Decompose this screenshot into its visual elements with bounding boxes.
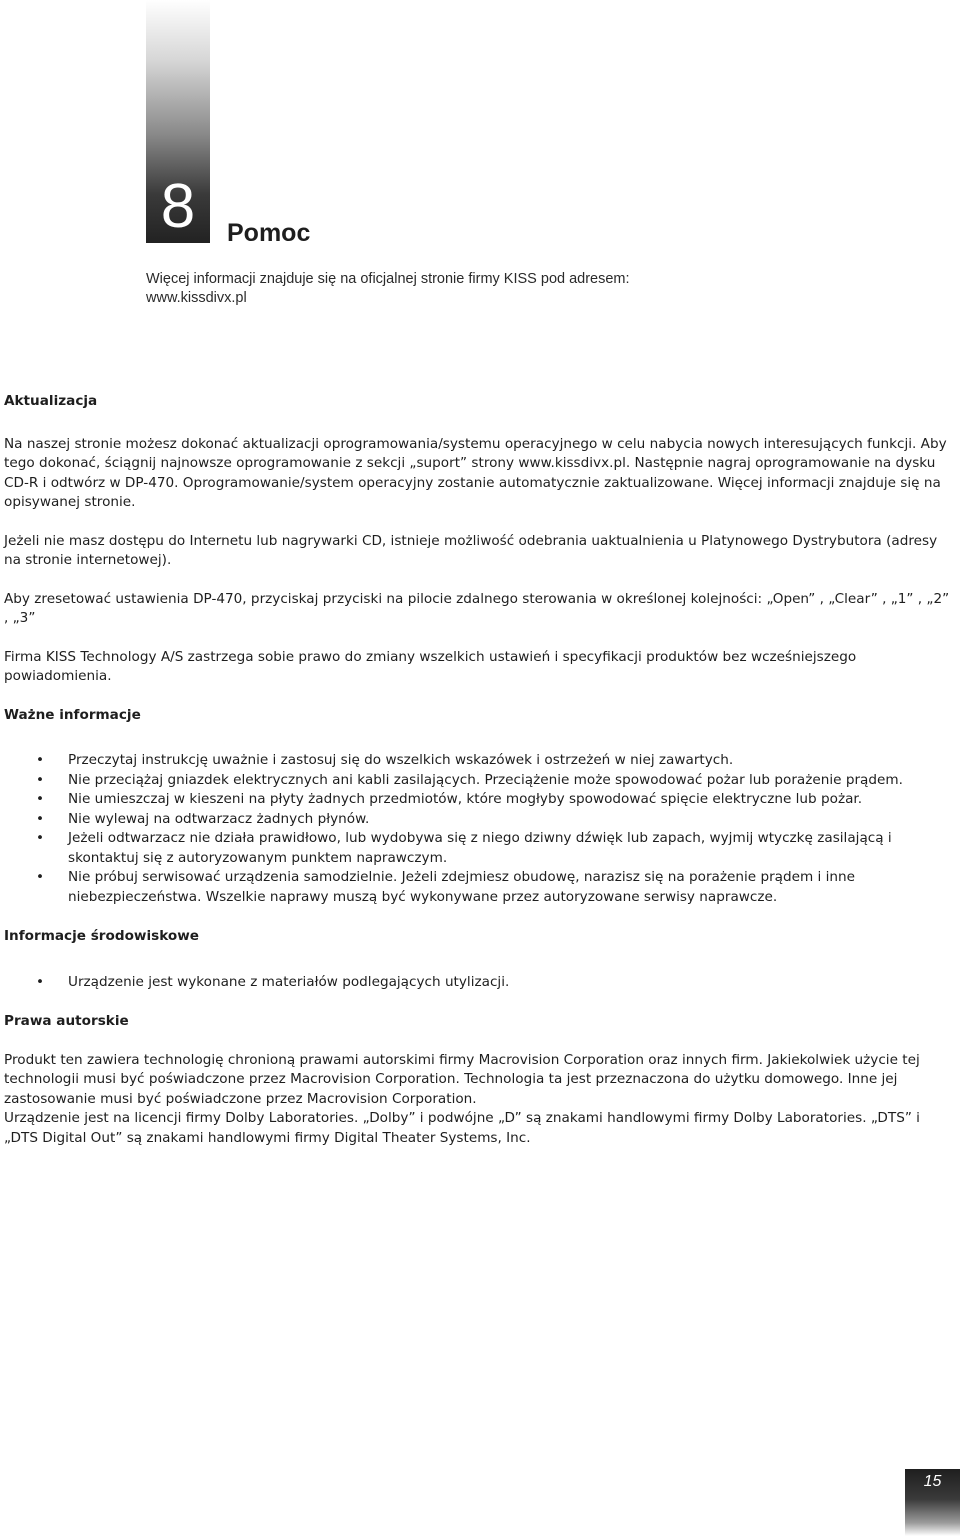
paragraph: Aby zresetować ustawienia DP-470, przyciskaj przyciski na pilocie zdalnego sterowania w określonej kolejności: „Open” , „Clear” , „1” , „2” , „3” xyxy=(4,590,950,626)
environment-info-list xyxy=(4,973,956,993)
section-heading-prawa: Prawa autorskie xyxy=(4,1013,129,1029)
paragraph: Firma KISS Technology A/S zastrzega sobie prawo do zmiany wszelkich ustawień i specyfikacji produktów bez wcześniejszego powiadomienia. xyxy=(4,648,857,684)
list-item-text: Przeczytaj instrukcję uważnie i zastosuj się do wszelkich wskazówek i ostrzeżeń w niej zawartych. xyxy=(68,752,734,768)
list-item xyxy=(4,829,956,868)
section-heading-wazne: Ważne informacje xyxy=(4,706,141,723)
bullet-icon: • xyxy=(36,771,45,788)
list-item-text: Nie próbuj serwisować urządzenia samodzielnie. Jeżeli zdejmiesz obudowę, narazisz się na porażenie prądem i inne niebezpieczeństwa. Wszelkie naprawy muszą być wykonywane przez autoryzowane serwisy naprawcze. xyxy=(68,869,856,905)
list-item xyxy=(4,973,956,993)
bullet-icon: • xyxy=(36,973,45,990)
list-item-text: Urządzenie jest wykonane z materiałów podlegających utylizacji. xyxy=(68,973,510,990)
bullet-icon: • xyxy=(36,791,45,807)
section-heading-srodowisko: Informacje środowiskowe xyxy=(4,928,200,944)
list-item xyxy=(4,790,956,810)
list-item xyxy=(4,810,956,830)
bullet-icon: • xyxy=(36,830,45,846)
paragraph: Jeżeli nie masz dostępu do Internetu lub nagrywarki CD, istnieje możliwość odebrania uaktualnienia u Platynowego Dystrybutora (adresy na stronie internetowej). xyxy=(4,532,938,568)
paragraph: Produkt ten zawiera technologię chronioną prawami autorskimi firmy Macrovision Corporation oraz innych firm. Jakiekolwiek użycie tej technologii musi być poświadczone przez Macrovision Corporation. Technologia ta jest przeznaczona do użytku domowego. Inne jej zastosowanie musi być poświadczone przez Macrovision Corporation. xyxy=(4,1051,920,1107)
important-info-list xyxy=(4,751,956,907)
list-item-text: Nie przeciążaj gniazdek elektrycznych ani kabli zasilających. Przeciążenie może spowodować pożar lub porażenie prądem. xyxy=(68,771,903,788)
paragraph: Urządzenie jest na licencji firmy Dolby Laboratories. „Dolby” i podwójne „D” są znakami handlowymi firmy Dolby Laboratories. „DTS” i „DTS Digital Out” są znakami handlowymi firmy Digital Theater Systems, Inc. xyxy=(4,1110,920,1146)
section-heading-aktualizacja: Aktualizacja xyxy=(4,393,98,409)
list-item-text: Nie wylewaj na odtwarzacz żadnych płynów. xyxy=(68,810,370,827)
intro-text xyxy=(146,270,846,308)
chapter-number: 8 xyxy=(160,172,196,241)
intro-url: www.kissdivx.pl xyxy=(146,290,247,306)
list-item-text: Jeżeli odtwarzacz nie działa prawidłowo, lub wydobywa się z niego dziwny dźwięk lub zapach, wyjmij wtyczkę zasilającą i skontaktuj się z autoryzowanym punktem naprawczym. xyxy=(68,830,892,866)
chapter-title: Pomoc xyxy=(227,219,311,247)
intro-line: Więcej informacji znajduje się na oficjalnej stronie firmy KISS pod adresem: xyxy=(146,271,630,287)
bullet-icon: • xyxy=(36,752,45,768)
paragraph: Na naszej stronie możesz dokonać aktualizacji oprogramowania/systemu operacyjnego w celu nabycia nowych interesujących funkcji. Aby tego dokonać, ściągnij najnowsze oprogramowanie z sekcji „suport” strony www.kissdivx.pl. Następnie nagraj oprogramowanie na dysku CD-R i odtwórz w DP-470. Oprogramowanie/system operacyjny zostanie automatycznie zaktualizowane. Więcej informacji znajduje się na opisywanej stronie. xyxy=(4,435,947,510)
list-item xyxy=(4,868,956,907)
bullet-icon: • xyxy=(36,869,45,885)
list-item xyxy=(4,751,956,771)
list-item xyxy=(4,771,956,791)
document-body xyxy=(4,392,956,1148)
page-number: 15 xyxy=(923,1473,942,1490)
bullet-icon: • xyxy=(36,810,45,827)
list-item-text: Nie umieszczaj w kieszeni na płyty żadnych przedmiotów, które mogłyby spowodować spięcie elektryczne lub pożar. xyxy=(68,791,863,807)
